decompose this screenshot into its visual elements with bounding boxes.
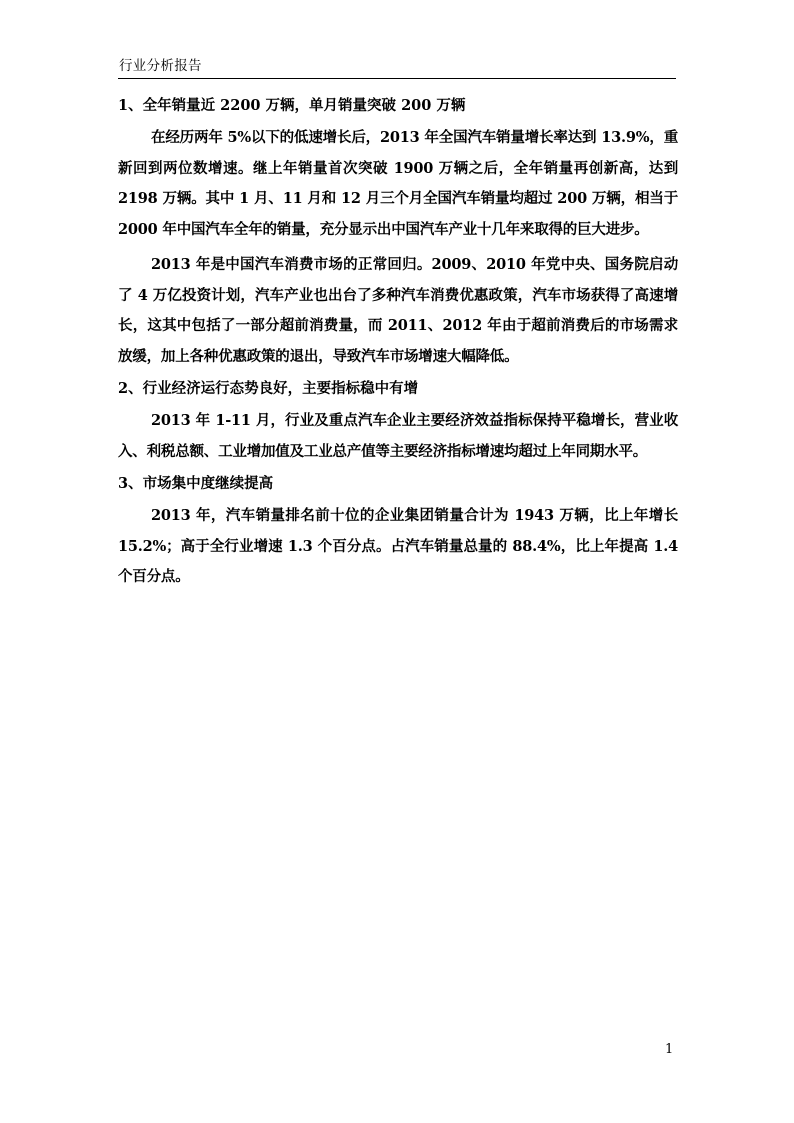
page-header	[118, 57, 676, 79]
section-1-paragraph-2: 2013 年是中国汽车消费市场的正常回归。2009、2010 年党中央、国务院启动了 4 万亿投资计划，汽车产业也出台了多种汽车消费优惠政策，汽车市场获得了高速增长，这其中包括了一部分超前消费量，而 2011、2012 年由于超前消费后的市场需求放缓，加上各种优惠政策的退出，导致汽车市场增速大幅降低。	[118, 256, 678, 365]
header-title: 行业分析报告	[119, 58, 202, 74]
document-body	[118, 94, 678, 598]
section-3-paragraph-1: 2013 年，汽车销量排名前十位的企业集团销量合计为 1943 万辆，比上年增长 15.2%；高于全行业增速 1.3 个百分点。占汽车销量总量的 88.4%，比上年提高 1.4 个百分点。	[118, 507, 678, 585]
section-2-heading: 2、行业经济运行态势良好，主要指标稳中有增	[118, 380, 419, 397]
section-2-paragraph-1: 2013 年 1-11 月，行业及重点汽车企业主要经济效益指标保持平稳增长，营业收入、利税总额、工业增加值及工业总产值等主要经济指标增速均超过上年同期水平。	[118, 412, 678, 460]
section-1-heading: 1、全年销量近 2200 万辆，单月销量突破 200 万辆	[118, 97, 466, 114]
section-1-paragraph-1: 在经历两年 5%以下的低速增长后，2013 年全国汽车销量增长率达到 13.9%，重新回到两位数增速。继上年销量首次突破 1900 万辆之后，全年销量再创新高，达到 2198 万辆。其中 1 月、11 月和 12 月三个月全国汽车销量均超过 200 万辆，相当于 2000 年中国汽车全年的销量，充分显示出中国汽车产业十几年来取得的巨大进步。	[118, 129, 678, 238]
page-number: 1	[665, 1042, 674, 1057]
section-3-heading: 3、市场集中度继续提高	[118, 475, 274, 492]
